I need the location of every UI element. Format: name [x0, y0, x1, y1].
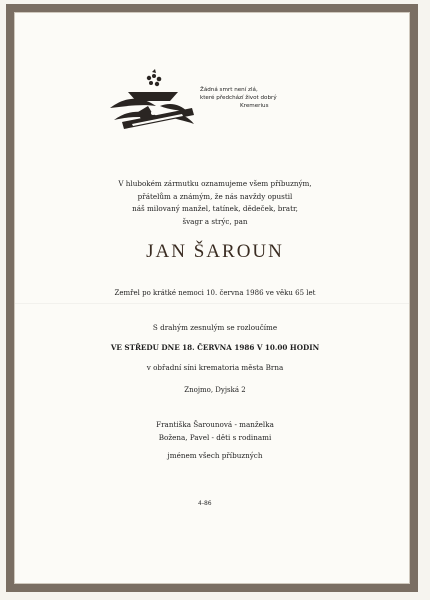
- intro-line: náš milovaný manžel, tatínek, dědeček, bratr,: [132, 204, 298, 213]
- farewell-block: [0, 318, 430, 378]
- intro-line: švagr a strýc, pan: [182, 216, 248, 226]
- intro-line: V hlubokém zármutku oznamujeme všem příbuzným,: [118, 179, 312, 188]
- family-line: jménem všech příbuzných: [167, 451, 263, 460]
- intro-paragraph: [0, 178, 430, 228]
- printer-mark: 4-86: [198, 500, 212, 507]
- death-line: Zemřel po krátké nemoci 10. června 1986 ve věku 65 let: [114, 289, 316, 297]
- quote-author: Kremerius: [240, 103, 269, 109]
- family-address: Znojmo, Dyjská 2: [184, 386, 246, 394]
- ceremony-line: VE STŘEDU DNE 18. ČERVNA 1986 V 10.00 HODIN: [110, 343, 320, 352]
- place-line: v obřadní síni krematoria města Brna: [146, 363, 284, 372]
- deceased-name: JAN ŠAROUN: [146, 241, 284, 262]
- family-signatures: [0, 419, 430, 463]
- fold-crease: [15, 303, 409, 304]
- mourning-emblem-icon: [108, 68, 204, 132]
- family-line: Františka Šarounová - manželka: [156, 420, 274, 429]
- quote-line-2: které předchází život dobrý: [200, 95, 277, 101]
- intro-line: přátelům a známým, že nás navždy opustil: [137, 191, 293, 201]
- epitaph-quote: [200, 86, 310, 110]
- farewell-line: S drahým zesnulým se rozloučíme: [152, 323, 278, 332]
- quote-line-1: Žádná smrt není zlá,: [200, 87, 258, 93]
- family-line: Božena, Pavel - děti s rodinami: [158, 432, 272, 442]
